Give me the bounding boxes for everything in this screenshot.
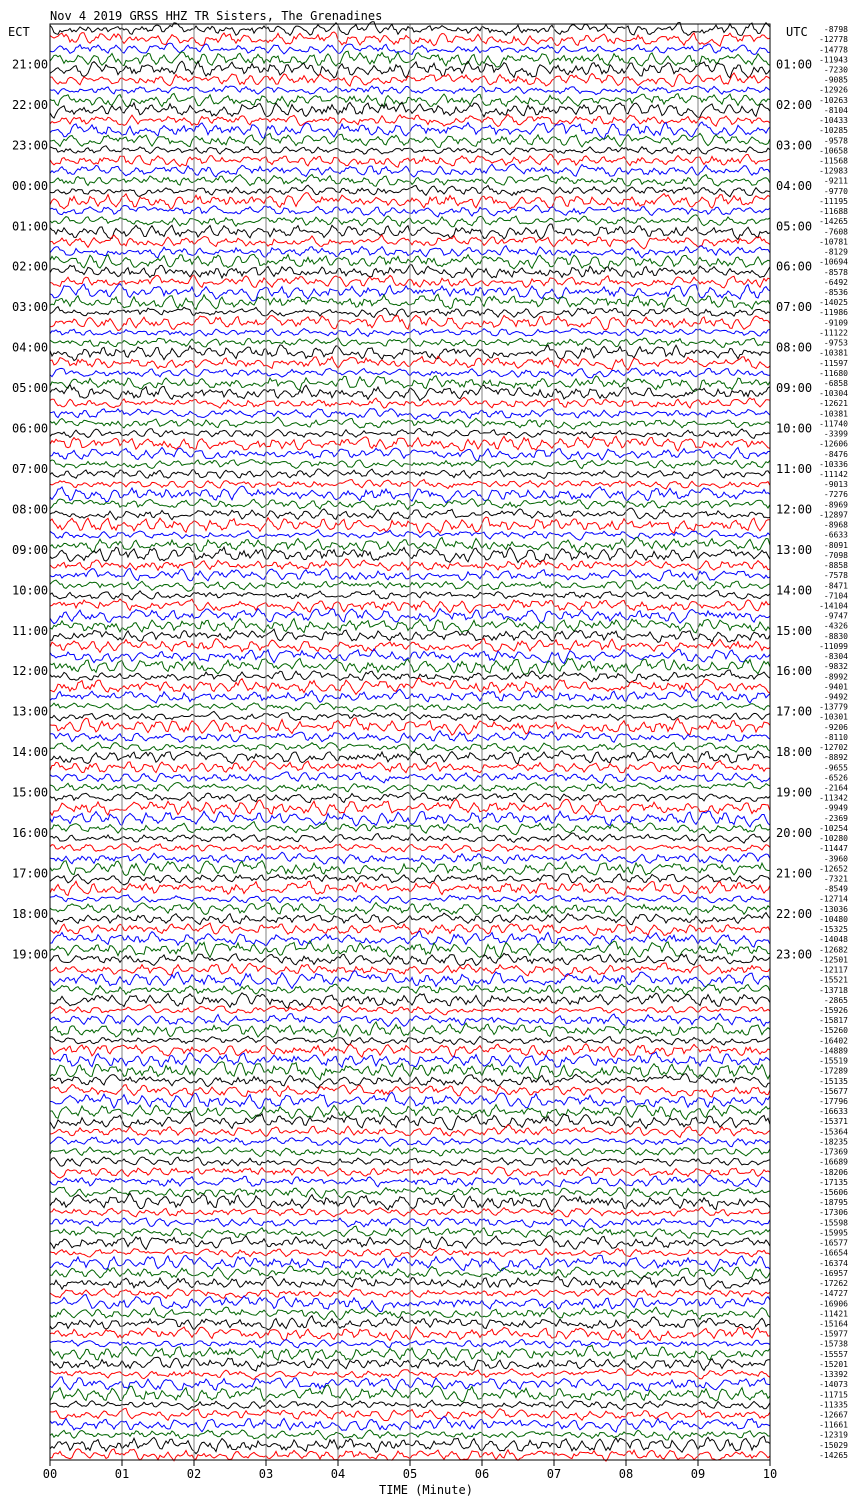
trace-offset-label: -9578 (823, 136, 848, 146)
trace-offset-label: -3960 (823, 854, 848, 864)
trace-offset-label: -8830 (823, 631, 848, 641)
trace-offset-label: -15677 (819, 1086, 848, 1096)
trace-offset-label: -11099 (819, 641, 848, 651)
trace-offset-label: -8969 (823, 500, 848, 510)
trace-offset-label: -8549 (823, 884, 848, 894)
trace-offset-label: -8858 (823, 561, 848, 570)
trace-offset-label: -6492 (823, 277, 848, 287)
trace-offset-label: -8091 (823, 540, 848, 550)
left-hour-label: 14:00 (12, 745, 49, 760)
trace-offset-label: -15371 (819, 1117, 848, 1127)
trace-offset-label: -8471 (823, 581, 848, 591)
trace-offset-label: -11342 (819, 793, 848, 803)
trace-offset-label: -9109 (823, 318, 848, 328)
trace-offset-label: -12667 (819, 1410, 848, 1420)
left-hour-label: 23:00 (12, 138, 49, 153)
right-hour-label: 21:00 (776, 866, 813, 881)
trace-offset-label: -10301 (819, 712, 848, 722)
trace-offset-label: -10381 (819, 409, 848, 419)
trace-offset-label: -17289 (819, 1066, 848, 1076)
trace-offset-label: -15995 (819, 1228, 848, 1238)
trace-offset-label: -8110 (823, 732, 848, 742)
left-hour-label: 01:00 (12, 219, 49, 234)
trace-offset-label: -10781 (819, 237, 848, 247)
trace-offset-label: -15817 (819, 1016, 848, 1026)
left-hour-label: 19:00 (12, 947, 49, 962)
trace-offset-label: -14104 (819, 601, 848, 611)
trace-offset-label: -15201 (819, 1359, 848, 1369)
trace-offset-label: -8968 (823, 520, 848, 530)
trace-offset-label: -8476 (823, 449, 848, 459)
right-hour-label: 17:00 (776, 704, 813, 719)
right-hour-label: 09:00 (776, 381, 813, 396)
trace-offset-label: -8104 (823, 106, 848, 115)
x-tick-label: 05 (402, 1467, 418, 1481)
trace-offset-label: -10285 (819, 126, 848, 136)
trace-offset-label: -10254 (819, 824, 848, 833)
trace-offset-label: -18206 (819, 1167, 848, 1177)
trace-offset-label: -2369 (823, 813, 848, 823)
trace-offset-label: -14265 (819, 1450, 848, 1460)
trace-offset-label: -11715 (819, 1390, 848, 1400)
trace-offset-label: -9753 (823, 338, 848, 348)
trace-offset-label: -6526 (823, 773, 848, 783)
trace-offset-label: -16906 (819, 1299, 848, 1309)
left-hour-label: 06:00 (12, 421, 49, 436)
trace-offset-label: -8578 (823, 267, 848, 277)
trace-offset-label: -17369 (819, 1147, 848, 1157)
trace-offset-label: -11447 (819, 844, 848, 854)
trace-offset-label: -7098 (823, 550, 848, 560)
trace-offset-label: -11195 (819, 197, 848, 206)
trace-offset-label: -12621 (819, 399, 848, 409)
right-hour-label: 05:00 (776, 219, 813, 234)
trace-offset-label: -12778 (819, 35, 848, 45)
right-hour-label: 04:00 (776, 178, 813, 193)
trace-offset-label: -9492 (823, 692, 848, 702)
right-hour-label: 08:00 (776, 340, 813, 355)
right-hour-label: 12:00 (776, 502, 813, 517)
left-hour-label: 04:00 (12, 340, 49, 355)
trace-offset-label: -7578 (823, 571, 848, 581)
trace-offset-label: -12319 (819, 1430, 848, 1440)
trace-offset-label: -11688 (819, 207, 848, 217)
trace-offset-label: -10263 (819, 95, 848, 105)
trace-offset-label: -15364 (819, 1127, 848, 1137)
trace-offset-label: -11421 (819, 1309, 848, 1319)
trace-offset-label: -16633 (819, 1107, 848, 1117)
left-hour-label: 09:00 (12, 542, 49, 557)
trace-offset-label: -9949 (823, 803, 848, 813)
left-hour-label: 03:00 (12, 300, 49, 315)
trace-offset-label: -15135 (819, 1076, 848, 1086)
trace-offset-label: -15926 (819, 1006, 848, 1015)
trace-offset-label: -10694 (819, 257, 848, 267)
trace-offset-label: -3399 (823, 429, 848, 439)
trace-offset-label: -15557 (819, 1349, 848, 1359)
trace-offset-label: -11568 (819, 156, 848, 166)
trace-offset-label: -16957 (819, 1268, 848, 1278)
left-timezone-label: ECT (8, 25, 30, 39)
right-hour-label: 07:00 (776, 300, 813, 315)
trace-offset-label: -9206 (823, 722, 848, 732)
trace-offset-label: -17796 (819, 1097, 848, 1106)
x-tick-label: 00 (42, 1467, 58, 1481)
trace-offset-label: -13392 (819, 1370, 848, 1379)
trace-offset-label: -11335 (819, 1400, 848, 1410)
right-hour-label: 19:00 (776, 785, 813, 800)
trace-offset-label: -15260 (819, 1026, 848, 1036)
trace-offset-label: -8304 (823, 652, 848, 661)
trace-offset-label: -10304 (819, 389, 848, 399)
trace-offset-label: -8892 (823, 753, 848, 763)
x-tick-label: 06 (474, 1467, 490, 1481)
right-hour-label: 02:00 (776, 97, 813, 112)
trace-offset-label: -15164 (819, 1319, 848, 1329)
trace-offset-label: -14778 (819, 45, 848, 55)
right-hour-label: 20:00 (776, 826, 813, 840)
trace-offset-label: -2164 (823, 783, 848, 793)
left-hour-label: 07:00 (12, 462, 49, 476)
x-axis-title: TIME (Minute) (379, 1483, 473, 1497)
right-hour-label: 16:00 (776, 664, 813, 679)
trace-offset-label: -9211 (823, 176, 848, 186)
left-hour-label: 11:00 (12, 623, 49, 638)
right-hour-label: 01:00 (776, 57, 813, 72)
trace-offset-label: -7230 (823, 65, 848, 75)
trace-offset-label: -15738 (819, 1339, 848, 1349)
trace-offset-label: -12117 (819, 965, 848, 975)
right-hour-label: 23:00 (776, 947, 813, 962)
trace-offset-label: -10433 (819, 116, 848, 126)
left-hour-label: 13:00 (12, 704, 49, 719)
trace-offset-label: -9770 (823, 186, 848, 196)
right-hour-label: 15:00 (776, 623, 813, 638)
right-hour-label: 18:00 (776, 745, 813, 760)
trace-offset-label: -16654 (819, 1248, 848, 1258)
trace-offset-label: -14048 (819, 935, 848, 945)
trace-offset-label: -10480 (819, 915, 848, 924)
trace-offset-label: -15977 (819, 1329, 848, 1339)
trace-offset-label: -18235 (819, 1137, 848, 1147)
right-timezone-label: UTC (786, 25, 808, 39)
trace-offset-label: -7321 (823, 874, 848, 884)
x-tick-label: 09 (690, 1467, 706, 1481)
trace-offset-label: -7608 (823, 227, 848, 237)
trace-offset-label: -8798 (823, 25, 848, 35)
trace-offset-label: -17135 (819, 1177, 848, 1187)
left-hour-label: 05:00 (12, 381, 49, 396)
trace-offset-label: -12652 (819, 864, 848, 874)
right-hour-label: 06:00 (776, 259, 813, 274)
right-hour-label: 03:00 (776, 138, 813, 153)
x-tick-label: 02 (186, 1467, 202, 1481)
trace-offset-label: -11597 (819, 358, 848, 368)
right-hour-label: 13:00 (776, 542, 813, 557)
trace-offset-label: -15598 (819, 1218, 848, 1228)
x-tick-label: 07 (546, 1467, 562, 1481)
trace-offset-label: -13036 (819, 904, 848, 914)
left-hour-label: 02:00 (12, 259, 49, 274)
right-hour-label: 22:00 (776, 906, 813, 921)
trace-offset-label: -9832 (823, 662, 848, 672)
trace-offset-label: -17306 (819, 1208, 848, 1218)
trace-offset-label: -9401 (823, 682, 848, 692)
trace-offset-label: -14265 (819, 217, 848, 227)
left-hour-label: 18:00 (12, 906, 49, 921)
trace-offset-label: -10280 (819, 834, 848, 844)
trace-offset-label: -8992 (823, 672, 848, 682)
trace-offset-label: -15519 (819, 1056, 848, 1066)
left-hour-label: 12:00 (12, 664, 49, 679)
trace-offset-label: -15521 (819, 975, 848, 985)
trace-offset-label: -16374 (819, 1258, 848, 1268)
trace-offset-label: -15606 (819, 1188, 848, 1197)
left-hour-label: 16:00 (12, 826, 49, 840)
trace-offset-label: -14727 (819, 1289, 848, 1299)
left-hour-label: 22:00 (12, 97, 49, 112)
trace-offset-label: -9085 (823, 75, 848, 85)
trace-offset-label: -11142 (819, 470, 848, 479)
left-hour-label: 08:00 (12, 502, 49, 517)
trace-offset-label: -11740 (819, 419, 848, 429)
trace-offset-label: -12682 (819, 945, 848, 955)
trace-offset-label: -11986 (819, 308, 848, 318)
trace-offset-label: -10658 (819, 146, 848, 156)
left-hour-label: 15:00 (12, 785, 49, 800)
trace-offset-label: -12926 (819, 85, 848, 95)
trace-offset-label: -11661 (819, 1420, 848, 1430)
trace-offset-label: -14025 (819, 298, 848, 308)
trace-offset-label: -9655 (823, 763, 848, 773)
trace-offset-label: -2865 (823, 995, 848, 1005)
left-hour-label: 10:00 (12, 583, 49, 598)
trace-offset-label: -14073 (819, 1380, 848, 1390)
trace-offset-label: -9747 (823, 611, 848, 621)
trace-offset-label: -7104 (823, 591, 848, 601)
trace-offset-label: -11680 (819, 368, 848, 378)
trace-offset-label: -8129 (823, 247, 848, 257)
right-hour-label: 10:00 (776, 421, 813, 436)
trace-offset-label: -10381 (819, 348, 848, 358)
trace-offset-label: -6858 (823, 379, 848, 388)
x-tick-label: 08 (618, 1467, 634, 1481)
x-tick-label: 10 (762, 1467, 778, 1481)
trace-offset-label: -12897 (819, 510, 848, 520)
trace-offset-label: -16689 (819, 1157, 848, 1167)
trace-offset-label: -12606 (819, 439, 848, 449)
trace-offset-label: -16402 (819, 1036, 848, 1046)
trace-offset-label: -12702 (819, 743, 848, 753)
x-tick-label: 04 (330, 1467, 346, 1481)
right-hour-label: 11:00 (776, 462, 813, 476)
trace-offset-label: -13779 (819, 702, 848, 712)
trace-offset-label: -10336 (819, 459, 848, 469)
left-hour-label: 17:00 (12, 866, 49, 881)
trace-offset-label: -18795 (819, 1198, 848, 1208)
left-hour-label: 00:00 (12, 178, 49, 193)
trace-offset-label: -7276 (823, 490, 848, 500)
trace-offset-label: -12714 (819, 894, 848, 904)
x-tick-label: 01 (114, 1467, 130, 1481)
trace-offset-label: -6633 (823, 530, 848, 540)
trace-offset-label: -11943 (819, 55, 848, 65)
x-tick-label: 03 (258, 1467, 274, 1481)
trace-offset-label: -16577 (819, 1238, 848, 1248)
right-hour-label: 14:00 (776, 583, 813, 598)
trace-offset-label: -13718 (819, 985, 848, 995)
trace-offset-label: -11122 (819, 328, 848, 338)
left-hour-label: 21:00 (12, 57, 49, 72)
trace-offset-label: -15029 (819, 1440, 848, 1450)
trace-offset-label: -12501 (819, 955, 848, 965)
trace-offset-label: -17262 (819, 1279, 848, 1288)
trace-offset-label: -8536 (823, 288, 848, 297)
trace-offset-label: -15325 (819, 925, 848, 935)
chart-title: Nov 4 2019 GRSS HHZ TR Sisters, The Grenadines (50, 9, 383, 23)
trace-offset-label: -12983 (819, 166, 848, 176)
trace-offset-label: -4326 (823, 621, 848, 631)
trace-offset-label: -14889 (819, 1046, 848, 1056)
trace-offset-label: -9013 (823, 480, 848, 490)
